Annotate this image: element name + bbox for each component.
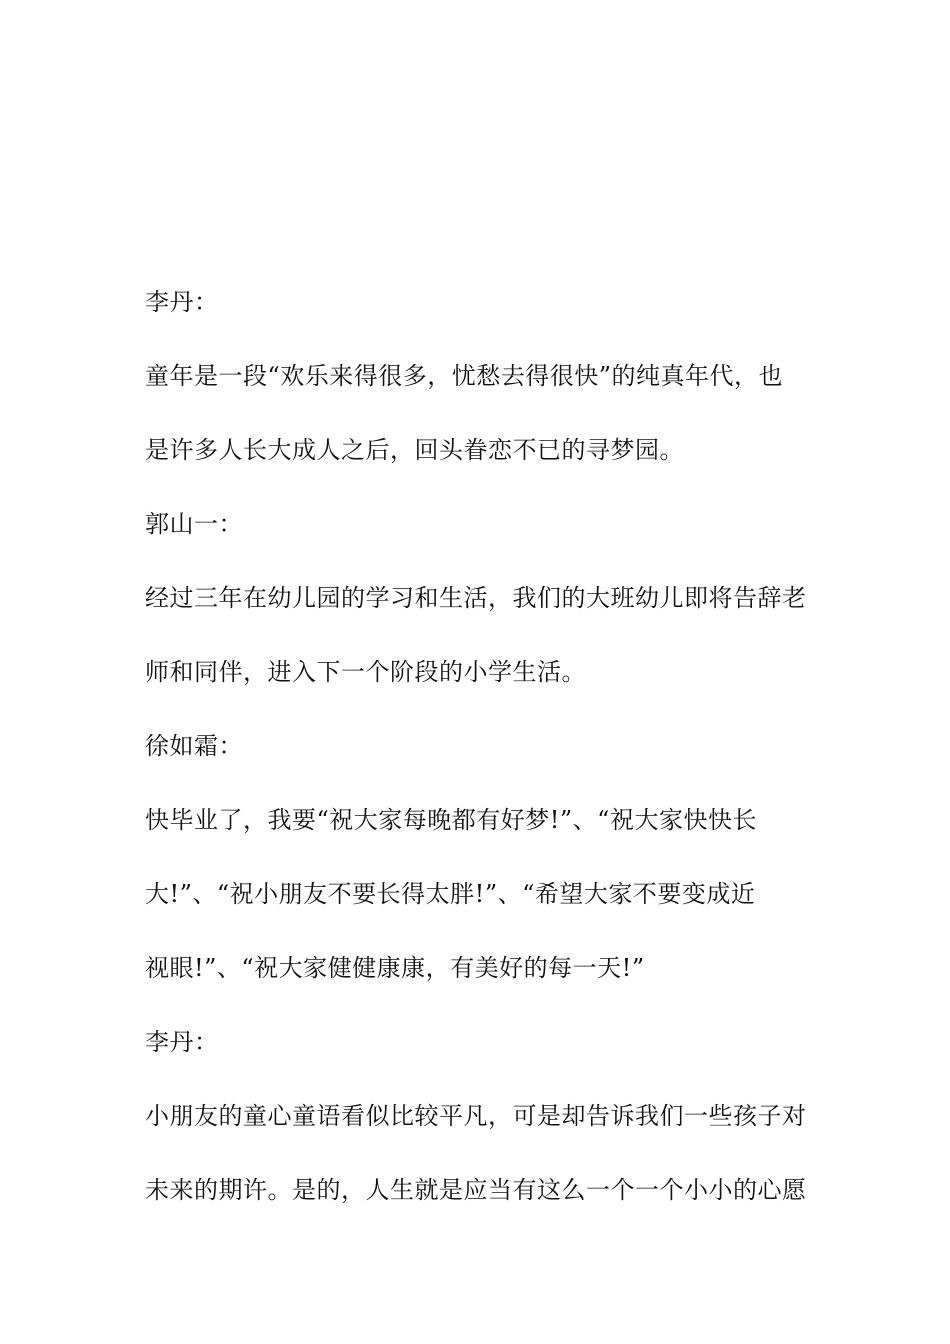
paragraph-line: 未来的期许。是的，人生就是应当有这么一个一个小小的心愿	[145, 1176, 807, 1204]
speaker-label-lidan: 李丹：	[145, 288, 219, 316]
speaker-label-xuruShuang: 徐如霜：	[145, 732, 243, 760]
document-body	[145, 280, 810, 1242]
paragraph-line: 是许多人长大成人之后，回头眷恋不已的寻梦园。	[145, 436, 684, 464]
paragraph-line: 童年是一段“欢乐来得很多，忧愁去得很快”的纯真年代，也	[145, 362, 784, 390]
paragraph-line: 大!”、“祝小朋友不要长得太胖!”、“希望大家不要变成近	[145, 880, 756, 908]
paragraph-line: 视眼!”、“祝大家健健康康，有美好的每一天!”	[145, 954, 645, 982]
paragraph-line: 快毕业了，我要“祝大家每晚都有好梦!”、“祝大家快快长	[145, 806, 757, 834]
speaker-label-guoshanyi: 郭山一：	[145, 510, 243, 538]
speaker-label-lidan: 李丹：	[145, 1028, 219, 1056]
paragraph-line: 师和同伴，进入下一个阶段的小学生活。	[145, 658, 586, 686]
paragraph-line: 小朋友的童心童语看似比较平凡，可是却告诉我们一些孩子对	[145, 1102, 807, 1130]
paragraph-line: 经过三年在幼儿园的学习和生活，我们的大班幼儿即将告辞老	[145, 584, 807, 612]
